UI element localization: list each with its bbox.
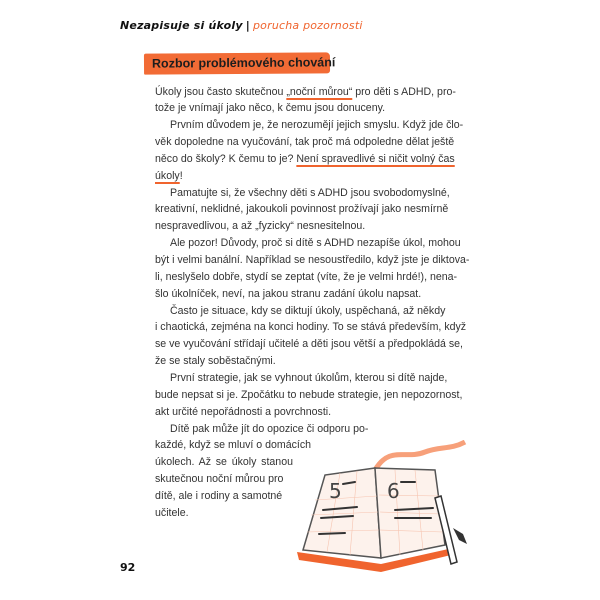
text-line [155,437,310,454]
running-header [120,19,363,32]
text-run: Často je situace, kdy se diktují úkoly, uspěchaná, až někdy [170,304,446,317]
text-line [170,235,461,252]
text-line [155,151,455,168]
text-run: šlo úkolníček, neví, na jakou stranu zadání úkolu napsat. [155,287,422,300]
text-line [170,117,464,134]
text-line [155,201,449,218]
section-heading: Rozbor problémového chování [151,55,336,71]
text-line [155,336,463,353]
text-line [155,404,443,421]
text-line [155,319,467,336]
text-line [170,421,367,438]
text-line [170,370,448,387]
text-run: nespravedlivou, a až „fyzicky“ nesnesitelnou. [155,220,366,233]
text-run: něco do školy? K čemu to je? [155,152,297,165]
text-run: li, neslyšelo dobře, stydí se zeptat (víte, že je velmi hrdé!), nena- [155,270,458,283]
text-line [170,185,450,202]
text-run: akt určité nepořádnosti a povrchnosti. [155,405,332,418]
text-line [155,252,470,269]
text-run: učitele. [155,506,189,519]
text-run: se ve vyučování střídají učitelé a děti jsou větší a předpokládá se, [155,338,463,351]
text-run: Prvním důvodem je, že nerozumějí jejich smyslu. Když jde člo- [170,119,464,132]
text-run: bude nepsat si je. Zpočátku to nebude strategie, jen nepozornost, [155,388,463,401]
text-run: Úkoly jsou často skutečnou [155,85,287,98]
text-run: tože je vnímají jako něco, k čemu jsou donuceny. [155,102,386,115]
text-line [155,387,463,404]
text-run: skutečnou noční můrou pro [155,473,284,486]
text-run: Dítě pak může jít do opozice či odporu po- [170,422,369,435]
text-run: že se staly soběstačnými. [155,355,276,368]
text-run: každé, když se mluví o domácích [155,439,312,452]
notebook-page-6: 6 [387,479,400,503]
notebook-page-5: 5 [329,479,342,503]
text-run: i chaotická, zejména na konci hodiny. To se stává především, když [155,321,467,334]
text-run: úkolech. Až se úkoly stanou [155,456,293,469]
section-heading-box [144,52,336,74]
chapter-title: Nezapisuje si úkoly [120,19,243,32]
underlined-phrase: úkoly [155,169,180,182]
text-run: Pamatujte si, že všechny děti s ADHD jsou svobodomyslné, [170,186,450,199]
text-line [155,100,443,117]
underlined-phrase: Není spravedlivé si ničit volný čas [296,152,455,165]
text-run: být i velmi banální. Například se nesoustředilo, když jste je diktova- [155,254,470,266]
text-line [155,505,277,522]
text-run: První strategie, jak se vyhnout úkolům, kterou si dítě najde, [170,371,448,384]
bookmark-ribbon [375,442,465,470]
text-run: pro děti s ADHD, pro- [352,85,456,98]
text-run: ! [179,169,183,182]
text-line [155,269,458,286]
page-number: 92 [120,561,136,574]
text-line [155,488,283,505]
underlined-phrase: „noční můrou“ [286,85,353,98]
text-line [155,218,443,235]
text-line [155,471,283,488]
text-line [155,168,443,185]
text-line [155,134,455,151]
text-line [155,84,456,101]
open-notebook-illustration [295,440,470,575]
chapter-subtitle: porucha pozornosti [253,19,363,32]
text-run: dítě, ale i rodiny a samotné [155,489,283,502]
text-line [155,353,443,370]
header-separator: | [245,19,250,32]
text-line [155,454,293,471]
text-line [155,286,443,303]
text-line [170,303,446,320]
text-run: kreativní, neklidné, jakoukoli povinnost prožívají jako nesmírně [155,203,449,216]
text-run: věk dopoledne na vyučování, tak proč má odpoledne dělat ještě [155,136,455,149]
text-run: Ale pozor! Důvody, proč si dítě s ADHD nezapíše úkol, mohou [170,237,461,250]
